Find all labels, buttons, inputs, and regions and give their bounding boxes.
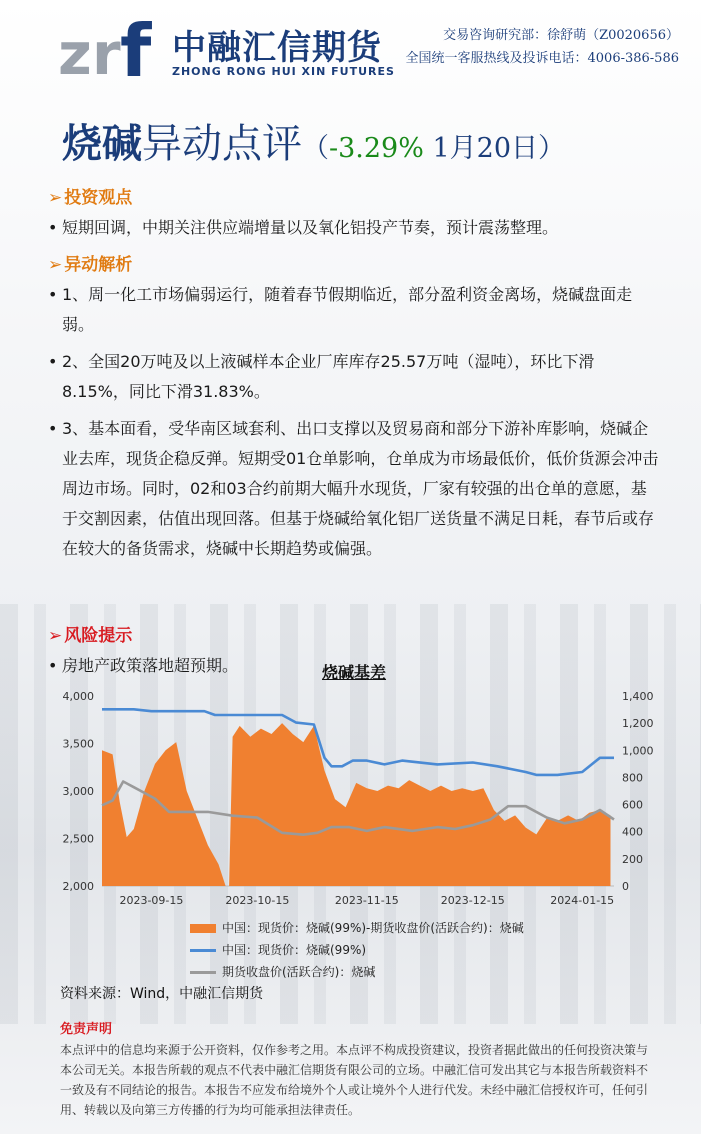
x-tick-label: 2023-12-15: [440, 894, 505, 907]
title-change-pct: -3.29%: [329, 133, 424, 164]
hotline-contact: 全国统一客服热线及投诉电话：4006-386-586: [405, 51, 679, 66]
arrow-icon: ➢: [48, 188, 63, 208]
y-right-tick-label: 200: [622, 852, 643, 866]
chart-title: 烧碱基差: [322, 663, 387, 682]
y-left-tick-label: 3,000: [62, 785, 94, 798]
legend-swatch-futures: [190, 971, 216, 974]
analysis-item-2: [48, 347, 660, 407]
x-tick-label: 2023-11-15: [334, 894, 399, 907]
y-left-tick-label: 3,500: [62, 737, 94, 751]
analysis-text-3: 3、基本面看，受华南区域套利、出口支撑以及贸易商和部分下游补库影响，烧碱企业去库，现货企稳反弹。短期受01仓单影响，仓单成为市场最低价，低价货源会冲击周边市场。同时，02和03合约前期大幅升水现货，厂家有较强的出仓单的意愿，基于交割因素，估值出现回落。但基于烧碱给氧化铝厂送货量不满足日耗，春节后或存在较大的备货需求，烧碱中长期趋势或偏强。: [62, 419, 659, 558]
basis-chart: [48, 682, 668, 914]
section-risk: [48, 621, 132, 646]
view-text: 短期回调，中期关注供应端增量以及氧化铝投产节奏，预计震荡整理。: [62, 218, 559, 237]
section-analysis: [48, 250, 132, 275]
x-tick-label: 2024-01-15: [550, 894, 615, 907]
analysis-text-2: 2、全国20万吨及以上液碱样本企业厂库库存25.57万吨（湿吨），环比下滑8.15%，同比下滑31.83%。: [62, 352, 595, 401]
legend-label: 中国：现货价：烧碱(99%): [222, 943, 367, 957]
risk-paragraph: [48, 651, 288, 681]
legend-label: 中国：现货价：烧碱(99%)-期货收盘价(活跃合约)：烧碱: [222, 921, 524, 935]
legend-item-spot: [190, 941, 366, 958]
svg-text:z: z: [58, 20, 92, 82]
company-logo-icon: [58, 10, 162, 82]
bullet-icon: •: [48, 218, 58, 237]
svg-text:f: f: [120, 10, 152, 82]
analysis-item-1: [48, 280, 660, 340]
y-left-tick-label: 2,500: [62, 832, 94, 846]
data-source: 资料来源：Wind，中融汇信期货: [60, 986, 264, 1002]
arrow-icon: ➢: [48, 255, 63, 275]
page-title: [62, 112, 565, 169]
legend-item-basis: [190, 919, 524, 936]
analysis-text-1: 1、周一化工市场偏弱运行，随着春节假期临近，部分盈利资金离场，烧碱盘面走弱。: [62, 285, 633, 334]
legend-swatch-spot: [190, 949, 216, 952]
risk-text: 房地产政策落地超预期。: [62, 656, 239, 675]
title-date: 1月20日）: [423, 133, 566, 164]
arrow-icon: ➢: [48, 626, 63, 646]
view-paragraph: [48, 213, 660, 243]
title-main: 烧碱: [62, 120, 142, 167]
analyst-contact: 交易咨询研究部：徐舒萌（Z0020656）: [443, 28, 679, 43]
title-sub: 异动点评: [142, 121, 302, 167]
disclaimer-title: 免责声明: [60, 1022, 113, 1037]
section-label: 风险提示: [64, 626, 133, 646]
legend-label: 期货收盘价(活跃合约)：烧碱: [222, 965, 376, 979]
y-right-tick-label: 800: [622, 771, 643, 785]
y-left-tick-label: 2,000: [62, 880, 94, 893]
section-investment-view: [48, 183, 132, 208]
x-tick-label: 2023-09-15: [119, 894, 184, 907]
company-name-cn: 中融汇信期货: [172, 28, 382, 68]
bullet-icon: •: [48, 419, 58, 438]
y-right-tick-label: 1,400: [622, 690, 654, 703]
title-open-paren: （: [302, 133, 329, 164]
y-left-tick-label: 4,000: [62, 690, 94, 703]
y-right-tick-label: 1,200: [622, 717, 654, 731]
section-label: 投资观点: [64, 188, 133, 208]
bullet-icon: •: [48, 285, 58, 304]
bullet-icon: •: [48, 656, 58, 675]
header: [0, 0, 701, 90]
disclaimer-text: 本点评中的信息均来源于公开资料，仅作参考之用。本点评不构成投资建议，投资者据此做出的任何投资决策与本公司无关。本报告所载的观点不代表中融汇信期货有限公司的立场。中融汇信可发出其它与本报告所载资料不一致及有不同结论的报告。本报告不应发布给境外个人或让境外个人进行代发。未经中融汇信授权许可，任何引用、转载以及向第三方传播的行为均可能承担法律责任。: [60, 1043, 649, 1117]
x-tick-label: 2023-10-15: [225, 894, 290, 907]
y-right-tick-label: 1,000: [622, 744, 654, 758]
bullet-icon: •: [48, 352, 58, 371]
series-basis-area: [102, 723, 611, 886]
legend-item-futures: [190, 963, 375, 980]
y-right-tick-label: 600: [622, 798, 643, 812]
y-right-tick-label: 0: [622, 880, 629, 893]
svg-text:r: r: [92, 20, 121, 82]
y-right-tick-label: 400: [622, 825, 643, 839]
analysis-item-3: [48, 414, 660, 564]
section-label: 异动解析: [64, 255, 133, 275]
legend-swatch-basis: [190, 924, 216, 933]
company-name-en: ZHONG RONG HUI XIN FUTURES: [172, 65, 395, 78]
